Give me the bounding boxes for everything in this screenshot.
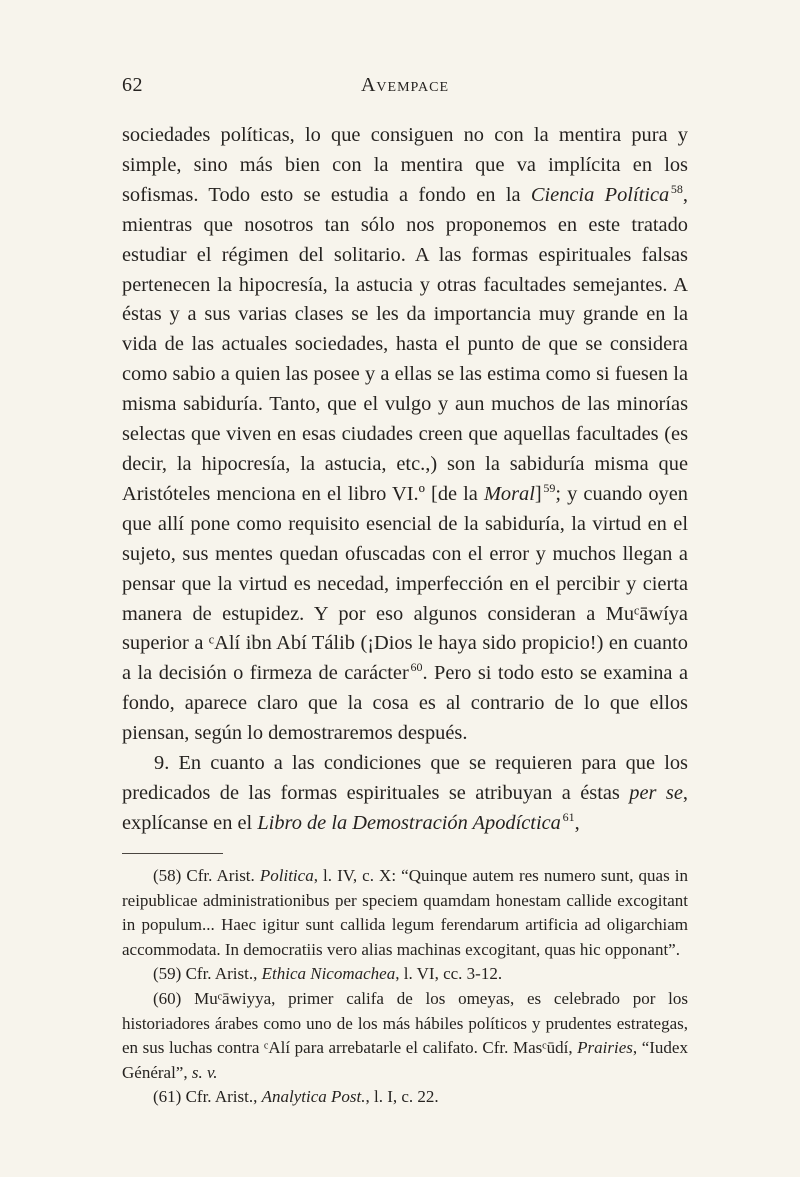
- footnote-59: (59) Cfr. Arist., Ethica Nicomachea, l. VI, cc. 3-12.: [153, 964, 503, 984]
- paragraph-9: 9. En cuanto a las condiciones que se requieren para que los predicados de las formas espirituales se atribuyan a éstas per se, explícanse en el Libro de la Demostración Apodíctica $^{61}$,: [122, 752, 688, 834]
- main-text: [122, 121, 688, 839]
- page-number: 62: [122, 74, 143, 96]
- paragraph-8-continued: sociedades políticas, lo que consiguen no con la mentira pura y simple, sino más bien con la mentira que va implícita en los sofismas. Todo esto se estudia a fondo en la Ciencia Política $^{58}$, mientras que nosotros tan sólo nos proponemos en este tratado estudiar el régimen del solitario. A las formas espirituales falsas pertenecen la hipocresía, la astucia y otras facultades semejantes. A éstas y a sus varias clases se les da importancia muy grande en la vida de las actuales sociedades, hasta el punto de que se considera como sabio a quien las posee y a ellas se las estima como si fuesen la misma sabiduría. Tanto, que el vulgo y aun muchos de las minorías selectas que viven en esas ciudades creen que aquellas facultades (es decir, la hipocresía, la astucia, etc.,) son la sabiduría misma que Aristóteles menciona en el libro VI.º [de la Moral] $^{59}$; y cuando oyen que allí pone como requisito esencial de la sabiduría, la virtud en el sujeto, sus mentes quedan ofuscadas con el error y muchos llegan a pensar que la virtud es necedad, imperfección en el percibir y cierta manera de estupidez. Y por eso algunos consideran a Muᶜāwíya superior a ᶜAlí ibn Abí Tálib (¡Dios le haya sido propicio!) en cuanto a la decisión o firmeza de carácter $^{60}$. Pero si todo esto se examina a fondo, aparece claro que la cosa es al contrario de lo que ellos piensan, según lo demostraremos después.: [122, 124, 688, 745]
- running-head: Avempace: [360, 74, 450, 96]
- footnote-60: (60) Muᶜāwiyya, primer califa de los omeyas, es celebrado por los historiadores árabes como uno de los más hábiles políticos y prudentes estrategas, en sus luchas contra ᶜAlí para arrebatarle el califato. Cfr. Masᶜūdí, Prairies, “Iudex Général”, s. v.: [122, 988, 688, 1082]
- title-moral: Moral: [483, 482, 535, 505]
- footnote-61: (61) Cfr. Arist., Analytica Post., l. I, c. 22.: [153, 1087, 439, 1107]
- note-ref-59[interactable]: 59: [543, 481, 556, 496]
- title-ciencia-politica: Ciencia Política: [530, 183, 670, 206]
- footnote-divider: [122, 853, 223, 854]
- page-header: [122, 74, 688, 104]
- footnote-58: (58) Cfr. Arist. Politica, l. IV, c. X: “Quinque autem res numero sunt, quas in reipublicae administrationibus per speciem quamdam honestam callide excogitant in populum... Haec igitur sunt callida legum ferendarum artificia ad oligarchiam accommodata. In democratiis vero alias machinas excogitant, quas hic opponant”.: [122, 866, 689, 959]
- note-ref-60[interactable]: 60: [410, 660, 423, 675]
- note-ref-58[interactable]: 58: [670, 182, 683, 197]
- note-ref-61[interactable]: 61: [562, 810, 575, 825]
- footnotes: [122, 864, 688, 1110]
- phrase-per-se: per se: [629, 781, 683, 804]
- title-libro-demostracion: Libro de la Demostración Apodíctica: [257, 811, 561, 834]
